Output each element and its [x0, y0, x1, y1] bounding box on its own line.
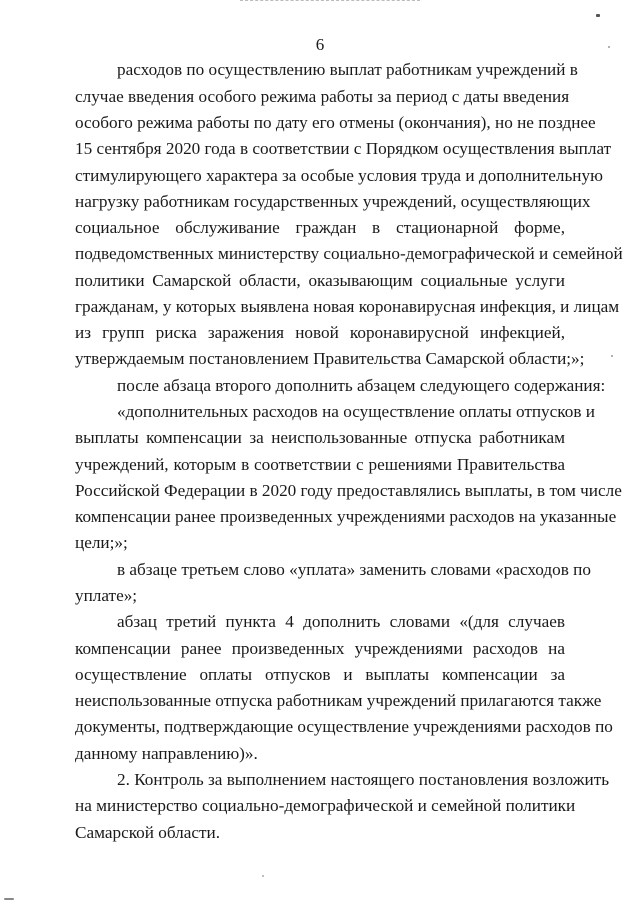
text-line-spread: социальное обслуживание граждан в стационарной форме,: [75, 218, 565, 237]
text-line: цели;»;: [75, 533, 128, 552]
text-line: случае введения особого режима работы за период с даты введения: [75, 87, 570, 106]
text-line: документы, подтверждающие осуществление учреждениями расходов по: [75, 717, 613, 736]
text-line: утверждаемым постановлением Правительства Самарской области;»;: [75, 349, 585, 368]
scan-top-edge: [240, 0, 420, 2]
text-line: учреждений, которым в соответствии с решениями Правительства: [75, 455, 565, 474]
text-line: компенсации ранее произведенных учреждениями расходов на: [75, 639, 565, 658]
text-line: неиспользованные отпуска работникам учреждений прилагаются также: [75, 691, 602, 710]
text-line: после абзаца второго дополнить абзацем следующего содержания:: [117, 376, 606, 395]
scan-speck: [596, 14, 600, 17]
scan-speck: [608, 46, 610, 48]
text-line: в абзаце третьем слово «уплата» заменить словами «расходов по: [117, 560, 591, 579]
scan-speck: [4, 898, 14, 900]
text-line: Российской Федерации в 2020 году предоставлялись выплаты, в том числе: [75, 481, 622, 500]
scan-speck: [262, 875, 264, 877]
text-line: компенсации ранее произведенных учреждениями расходов на указанные: [75, 507, 617, 526]
text-line: осуществление оплаты отпусков и выплаты компенсации за: [75, 665, 565, 684]
text-line: данному направлению)».: [75, 744, 258, 763]
text-line: политики Самарской области, оказывающим социальные услуги: [75, 271, 565, 290]
text-line: уплате»;: [75, 586, 138, 605]
text-line: расходов по осуществлению выплат работникам учреждений в: [117, 60, 578, 79]
scan-speck: [611, 355, 613, 357]
text-line: стимулирующего характера за особые условия труда и дополнительную: [75, 166, 603, 185]
text-line: [75, 216, 565, 240]
text-line: гражданам, у которых выявлена новая коронавирусная инфекция, и лицам: [75, 297, 620, 316]
text-line: из групп риска заражения новой коронавирусной инфекцией,: [75, 323, 565, 342]
page-number: 6: [315, 35, 325, 54]
text-line: подведомственных министерству социально-демографической и семейной: [75, 244, 623, 263]
text-line: Самарской области.: [75, 823, 221, 842]
text-line: абзац третий пункта 4 дополнить словами «(для случаев: [117, 612, 565, 631]
text-line: 2. Контроль за выполнением настоящего постановления возложить: [117, 770, 610, 789]
text-line: «дополнительных расходов на осуществление оплаты отпусков и: [117, 402, 595, 421]
text-line: на министерство социально-демографической и семейной политики: [75, 796, 576, 815]
text-line: выплаты компенсации за неиспользованные отпуска работникам: [75, 428, 565, 447]
text-line: 15 сентября 2020 года в соответствии с Порядком осуществления выплат: [75, 139, 612, 158]
text-line: нагрузку работникам государственных учреждений, осуществляющих: [75, 192, 591, 211]
text-line: особого режима работы по дату его отмены (окончания), но не позднее: [75, 113, 596, 132]
